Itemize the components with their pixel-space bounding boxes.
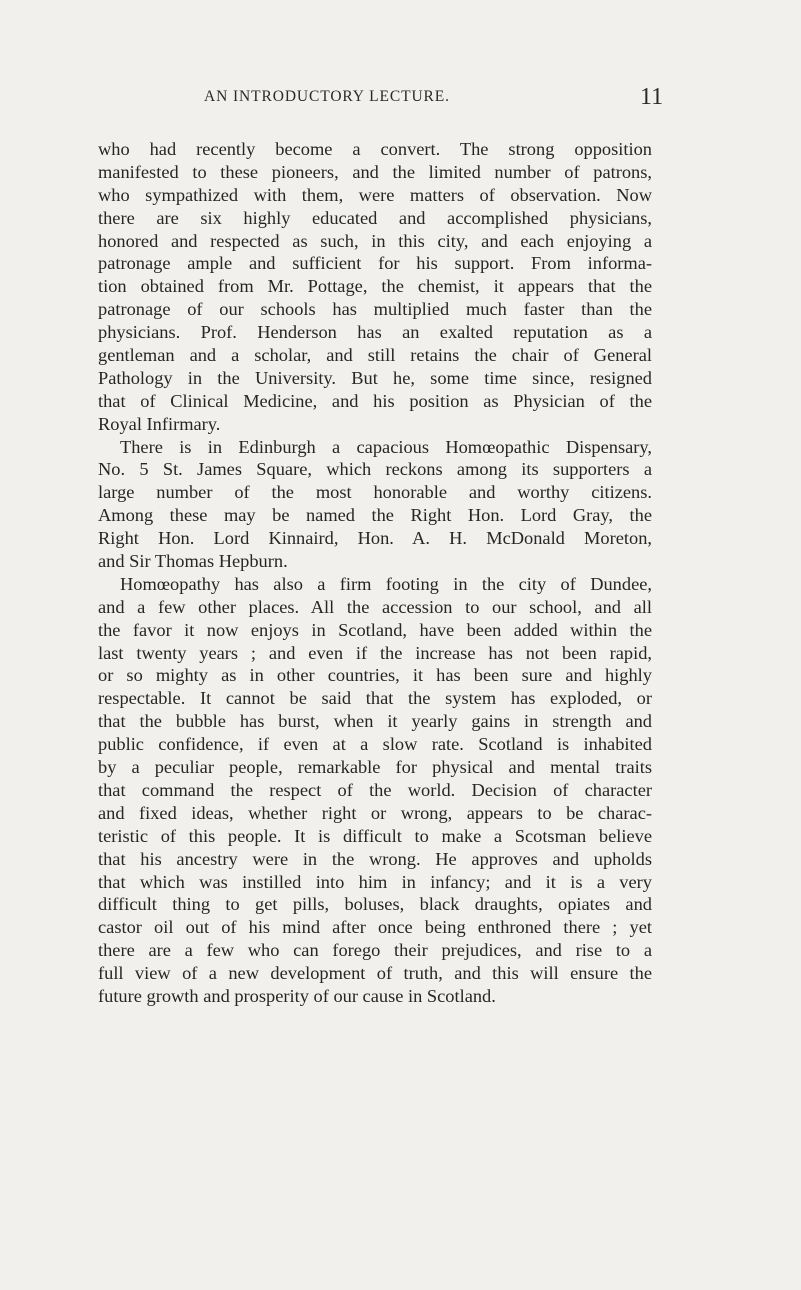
text-line: who had recently become a convert. The strong opposition: [98, 139, 652, 159]
text-line: who sympathized with them, were matters of observation. Now: [98, 184, 652, 205]
text-line: gentleman and a scholar, and still retains the chair of General: [98, 345, 652, 366]
text-line: there are six highly educated and accomplished physicians,: [98, 207, 652, 228]
text-line: last twenty years ; and even if the increase has not been rapid,: [98, 642, 652, 663]
text-line: and Sir Thomas Hepburn.: [98, 551, 288, 572]
body-text: [98, 138, 652, 1008]
text-line: castor oil out of his mind after once being enthroned there ; yet: [98, 917, 652, 938]
text-line: tion obtained from Mr. Pottage, the chemist, it appears that the: [98, 276, 652, 297]
text-line: patronage of our schools has multiplied much faster than the: [98, 299, 652, 320]
text-line: Right Hon. Lord Kinnaird, Hon. A. H. McDonald Moreton,: [98, 528, 652, 549]
text-line: Among these may be named the Right Hon. Lord Gray, the: [98, 505, 652, 526]
text-line: and a few other places. All the accession to our school, and all: [98, 596, 652, 617]
text-line: difficult thing to get pills, boluses, black draughts, opiates and: [98, 894, 652, 915]
text-line: that of Clinical Medicine, and his position as Physician of the: [98, 390, 652, 411]
text-line: There is in Edinburgh a capacious Homœopathic Dispensary,: [120, 436, 652, 457]
text-line: Homœopathy has also a firm footing in the city of Dundee,: [120, 573, 652, 594]
text-line: teristic of this people. It is difficult to make a Scotsman believe: [98, 825, 652, 846]
text-line: and fixed ideas, whether right or wrong, appears to be charac-: [98, 802, 652, 823]
text-line: or so mighty as in other countries, it has been sure and highly: [98, 665, 652, 686]
text-line: there are a few who can forego their prejudices, and rise to a: [98, 940, 652, 961]
text-line: public confidence, if even at a slow rate. Scotland is inhabited: [98, 734, 652, 755]
text-line: No. 5 St. James Square, which reckons among its supporters a: [98, 459, 652, 480]
text-line: respectable. It cannot be said that the system has exploded, or: [98, 688, 652, 709]
text-line: Royal Infirmary.: [98, 413, 221, 434]
text-line: physicians. Prof. Henderson has an exalted reputation as a: [98, 322, 652, 343]
text-line: patronage ample and sufficient for his support. From informa-: [98, 253, 652, 274]
text-line: the favor it now enjoys in Scotland, have been added within the: [98, 619, 652, 640]
running-head-title: AN INTRODUCTORY LECTURE.: [204, 88, 450, 105]
text-line: Pathology in the University. But he, some time since, resigned: [98, 367, 652, 388]
text-line: that his ancestry were in the wrong. He approves and upholds: [98, 848, 652, 869]
text-line: by a peculiar people, remarkable for physical and mental traits: [98, 757, 652, 778]
text-line: manifested to these pioneers, and the limited number of patrons,: [98, 161, 652, 182]
text-line: that command the respect of the world. Decision of character: [98, 779, 652, 800]
page-number: 11: [640, 84, 664, 110]
text-line: honored and respected as such, in this city, and each enjoying a: [98, 230, 652, 251]
text-line: full view of a new development of truth, and this will ensure the: [98, 963, 652, 984]
text-line: that the bubble has burst, when it yearly gains in strength and: [98, 711, 652, 732]
text-line: large number of the most honorable and worthy citizens.: [98, 482, 652, 503]
text-line: future growth and prosperity of our cause in Scotland.: [98, 985, 496, 1006]
text-line: that which was instilled into him in infancy; and it is a very: [98, 871, 652, 892]
